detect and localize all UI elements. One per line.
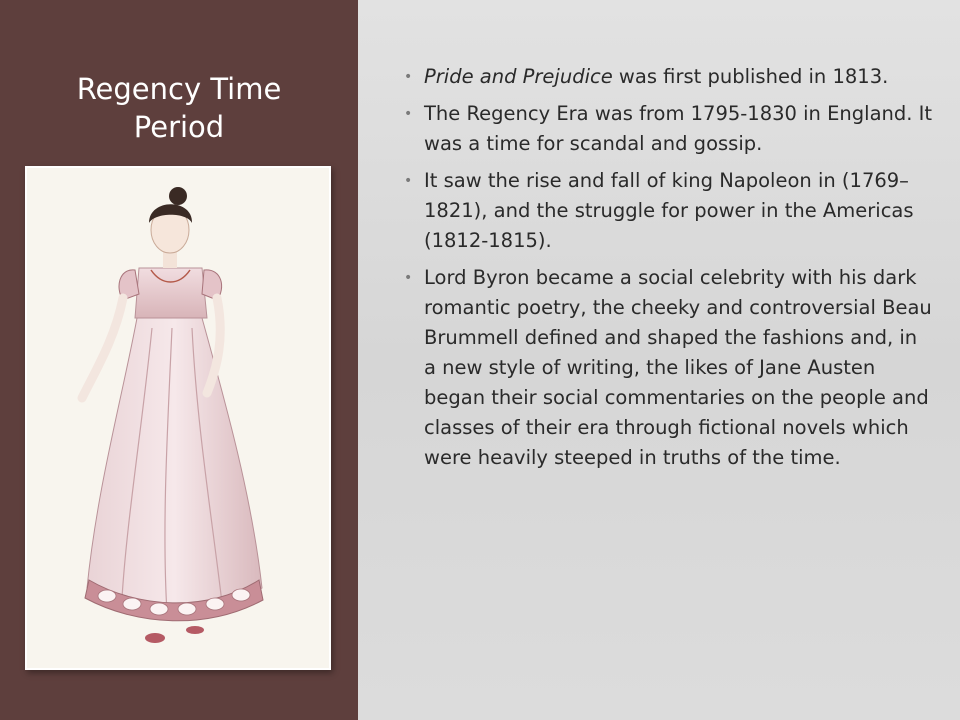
bullet-dot-icon: • — [404, 270, 413, 286]
fashion-plate-image — [25, 166, 331, 670]
bullet-item — [404, 166, 934, 256]
bullet-text: was first published in 1813. — [612, 65, 889, 88]
bullet-item — [404, 263, 934, 473]
bullet-dot-icon: • — [404, 69, 413, 85]
bullet-item — [404, 62, 934, 92]
bullet-dot-icon: • — [404, 106, 413, 122]
bullet-text: Lord Byron became a social celebrity with his dark romantic poetry, the cheeky and controversial Beau Brummell defined and shaped the fashions and, in a new style of writing, the likes of Jane Austen began their social commentaries on the people and classes of their era through fictional novels which were heavily steeped in truths of the time. — [424, 266, 932, 469]
bullet-dot-icon: • — [404, 173, 413, 189]
regency-lady-illustration — [27, 168, 329, 668]
bullet-text: The Regency Era was from 1795-1830 in England. It was a time for scandal and gossip. — [424, 102, 933, 155]
bullet-list — [404, 62, 934, 480]
bullet-item — [404, 99, 934, 159]
slide-title: Regency Time Period — [76, 72, 282, 144]
book-title: Pride and Prejudice — [424, 65, 613, 88]
bullet-text: It saw the rise and fall of king Napoleon in (1769–1821), and the struggle for power in the Americas (1812-1815). — [424, 169, 914, 252]
